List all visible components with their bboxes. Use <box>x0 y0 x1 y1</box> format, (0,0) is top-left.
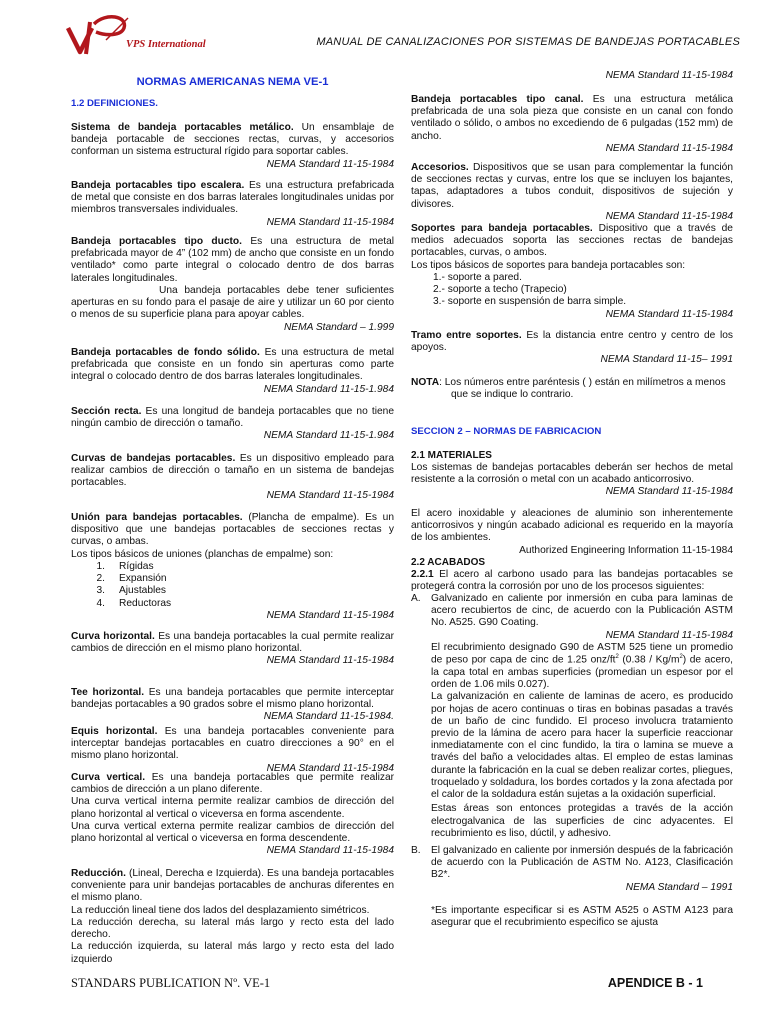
definition-text <box>71 406 394 429</box>
definition-item <box>71 180 394 229</box>
list-item: 2.- soporte a techo (Trapecio) <box>433 284 567 296</box>
finish-text: El acero al carbono usado para las bandejas portacables se protegerá contra la corrosión por uno de los procesos siguientes: <box>411 569 733 593</box>
type-list <box>71 561 394 610</box>
definition-text <box>71 726 394 761</box>
definition-body: Es una bandeja portacables que permite interceptar bandejas portacables a 90 grados sobre el mismo plano horizontal. <box>71 687 394 711</box>
definition-note: Los tipos básicos de soportes para bandeja portacables son: <box>411 259 686 271</box>
list-item: 1. Rígidas <box>96 560 154 572</box>
definition-item <box>71 631 394 668</box>
nema-standard-ref: NEMA Standard 11-15– 1991 <box>600 354 733 366</box>
definition-item <box>71 122 394 171</box>
definitions-heading: 1.2 DEFINICIONES. <box>71 98 158 109</box>
definition-extra: Una bandeja portacables debe tener suficientes aperturas en su fondo para el pasaje de aire y utilizar un 60 por ciento o menos de su superficie plana para apoyar cables. <box>71 284 394 321</box>
vps-logo <box>66 14 216 58</box>
page-header <box>0 0 768 70</box>
definition-term: Bandeja portacables tipo canal. <box>411 94 584 105</box>
list-item: 2. Expansión <box>96 573 167 585</box>
definition-body: Es un dispositivo empleado para realizar cambios de dirección o tamaño en un sistema de bandejas portacables. <box>71 453 394 489</box>
definition-term: Tee horizontal. <box>71 687 145 698</box>
definition-text <box>71 236 394 284</box>
materials-heading: 2.1 MATERIALES <box>411 450 492 461</box>
definition-item <box>411 162 733 223</box>
definition-note: Una curva vertical interna permite realizar cambios de dirección del plano horizontal al vertical o viceversa en forma ascendente. <box>71 796 394 820</box>
definition-text <box>71 180 394 215</box>
definition-text <box>71 772 394 795</box>
stainless-text: El acero inoxidable y aleaciones de aluminio son inherentemente anticorrosivos y ningún acabado adicional es requerido en la mayoría de los ambientes. <box>411 508 733 544</box>
nema-standard-ref: NEMA Standard 11-15-1984 <box>266 216 394 228</box>
definition-term: Reducción. <box>71 868 126 879</box>
list-item: 3.- soporte en suspensión de barra simple. <box>433 296 627 308</box>
item-b-std: NEMA Standard – 1991 <box>625 881 733 893</box>
item-a <box>411 593 733 840</box>
definition-body: Es una estructura de metal prefabricada que consiste en un fondo sin aperturas como parte integral o colocado dentro de dos barras laterales longitudinales. <box>71 347 395 383</box>
definition-item <box>71 726 394 775</box>
definition-item <box>411 330 733 367</box>
definition-item <box>71 406 394 443</box>
finish-lead: 2.2.1 <box>411 569 434 580</box>
definition-text <box>411 223 733 258</box>
definition-body: Es la distancia entre centro y centro de los apoyos. <box>411 330 733 354</box>
definition-term: Unión para bandejas portacables. <box>71 512 243 523</box>
definition-text <box>411 162 733 210</box>
item-a-process: La galvanización en caliente de laminas de acero, es producido por hojas de acero continuas o tiras en bobinas pasadas a través de un baño de cinc fundido. El proceso involucra tratamiento previo de la lámina de acero para hacer la superficie reaccionar inmediatamente con el cinc fundido, la tira o lamina se mueve a través del baño a velocidades altas. El empleo de estas laminas durante la fabricación en la cual se deben realizar cortes, pliegues, troquelado y soldadura, los bordes cortados y la zona afectada por el calor de la soldadura están sujetas a la oxidación superficial. <box>431 691 733 801</box>
definition-term: Bandeja portacables de fondo sólido. <box>71 347 260 358</box>
item-b <box>411 845 733 894</box>
definition-term: Sistema de bandeja portacables metálico. <box>71 122 294 133</box>
definition-term: Curva vertical. <box>71 772 146 783</box>
nema-standard-ref: NEMA Standard 11-15-1984 <box>605 142 733 154</box>
nema-standard-ref: NEMA Standard – 1.999 <box>283 321 394 333</box>
item-b-letter: B. <box>411 845 421 856</box>
nema-standard-ref: NEMA Standard 11-15-1984 <box>266 609 394 621</box>
svg-text:VPS International: VPS International <box>126 39 206 50</box>
nema-standard-ref: NEMA Standard 11-15-1984 <box>266 845 394 857</box>
definition-text <box>71 122 394 157</box>
definition-term: NOTA <box>411 377 440 388</box>
definition-text <box>71 453 394 488</box>
item-a-letter: A. <box>411 593 421 604</box>
definition-term: Curva horizontal. <box>71 631 155 642</box>
definition-body: (Plancha de empalme). Es un dispositivo que une bandejas portacables de secciones rectas y curvas, o ambas. <box>71 512 394 548</box>
definition-body: Es una bandeja portacables que permite realizar cambios de dirección a un plano diferente. <box>71 772 395 796</box>
list-item: 3. Ajustables <box>96 585 167 597</box>
item-b-note-text: *Es importante especificar si es ASTM A525 o ASTM A123 para asegurar que el recubrimiento especifico se ajusta <box>431 905 733 929</box>
definition-note: Los tipos básicos de uniones (planchas de empalme) son: <box>71 548 334 560</box>
nema-standard-ref: NEMA Standard 11-15-1984 <box>266 489 394 501</box>
definition-term: Bandeja portacables tipo ducto. <box>71 236 242 247</box>
footer-publication: STANDARS PUBLICATION Nº. VE-1 <box>71 976 271 990</box>
definition-item <box>411 94 733 155</box>
definition-text <box>71 687 394 710</box>
nema-standard-ref: NEMA Standard 11-15-1984 <box>605 210 733 222</box>
list-item: 1.- soporte a pared. <box>433 271 522 283</box>
definition-item <box>411 377 733 401</box>
definition-body: Dispositivos que se usan para complementar la función de secciones rectas y curvas, entre los que se incluyen los bajantes, tapas, adaptadores a tubos conduit, dispositivos de sujeción y divisores. <box>411 162 733 210</box>
footer-page: APENDICE B - 1 <box>607 976 703 990</box>
item-a-std: NEMA Standard 11-15-1984 <box>605 629 733 641</box>
definition-text <box>71 512 394 547</box>
definition-body: Un ensamblaje de bandeja portacable de secciones rectas, curvas, y accesorios conforman un sistema estructural rígido para soportar cables. <box>71 122 394 158</box>
nema-standard-ref: NEMA Standard 11-15-1984. <box>263 711 394 723</box>
definition-note: que se indique lo contrario. <box>451 389 574 401</box>
definition-body: Es una estructura de metal prefabricada mayor de 4” (102 mm) de ancho que consiste en un fondo ventilado* como parte integral o colocado dentro de dos barras laterales longitudinales. <box>71 236 394 284</box>
section-title: NORMAS AMERICANAS NEMA VE-1 <box>136 76 329 88</box>
definition-term: Tramo entre soportes. <box>411 330 522 341</box>
definition-body: (Lineal, Derecha e Izquierda). Es una bandeja portacables conveniente para unir bandejas portacables de anchuras diferentes en el mismo plano. <box>71 868 394 904</box>
definition-item <box>71 512 394 622</box>
definition-body: Dispositivo que a través de medios adecuados soporta las secciones rectas de bandejas portacables, curvas, o ambos. <box>411 223 733 259</box>
definition-body: : Los números entre paréntesis ( ) están en milímetros a menos <box>439 377 726 388</box>
section2-heading: SECCION 2 – NORMAS DE FABRICACION <box>411 426 602 437</box>
definition-text <box>71 347 394 382</box>
nema-standard-ref: NEMA Standard 11-15-1984 <box>266 655 394 667</box>
definition-note: La reducción lineal tiene dos lados del desplazamiento simétricos. <box>71 904 370 916</box>
definition-term: Curvas de bandejas portacables. <box>71 453 236 464</box>
item-a-text: Galvanizado en caliente por inmersión en cuba para laminas de acero recubiertos de cinc, de acuerdo con la Publicación ASTM No. A525. G90 Coating. <box>431 593 733 629</box>
definition-text <box>411 330 733 353</box>
definition-item <box>71 236 394 334</box>
definition-body: Es una estructura prefabricada de metal que consiste en dos barras laterales longitudinales unidas por miembros transversales individuales. <box>71 180 394 216</box>
definition-item <box>71 347 394 396</box>
definition-term: Bandeja portacables tipo escalera. <box>71 180 245 191</box>
definition-item <box>71 453 394 502</box>
nema-standard-ref: NEMA Standard 11-15-1.984 <box>263 383 394 395</box>
definition-note: La reducción derecha, su lateral más largo y recto esta del lado derecho. <box>71 916 394 941</box>
nema-standard-ref: NEMA Standard 11-15-1984 <box>266 762 394 774</box>
materials-paragraph <box>411 462 733 499</box>
definition-text <box>71 868 394 903</box>
finish-paragraph <box>411 569 733 593</box>
definition-term: Soportes para bandeja portacables. <box>411 223 593 234</box>
item-b-text: El galvanizado en caliente por inmersión después de la fabricación de acuerdo con la Publicación de ASTM No. A123, Clasificación B2*. <box>431 845 733 881</box>
item-a-coating: El recubrimiento designado G90 de ASTM 525 tiene un promedio de peso por capa de cinc de 1.25 onz/$ft^2$ $(0.38 / Kg/m^2)$ de acero, la capa total en ambas superficies (promedian un espesor por el orden de 1.06 mils 0.027). <box>431 641 733 691</box>
materials-std: NEMA Standard 11-15-1984 <box>605 486 733 498</box>
stainless-paragraph <box>411 508 733 557</box>
nema-standard-ref: NEMA Standard 11-15-1984 <box>605 70 733 81</box>
definition-body: Es una bandeja portacables la cual permite realizar cambios de dirección en el mismo plano horizontal. <box>71 631 394 655</box>
nema-standard-ref: NEMA Standard 11-15-1.984 <box>263 430 394 442</box>
definition-item <box>71 772 394 858</box>
nema-standard-ref: NEMA Standard 11-15-1984 <box>266 158 394 170</box>
definition-note: Una curva vertical externa permite realizar cambios de dirección del plano horizontal al vertical o viceversa en forma descendente. <box>71 820 394 845</box>
definition-text <box>411 94 733 142</box>
nema-standard-ref: NEMA Standard 11-15-1984 <box>605 308 733 320</box>
item-a-protection: Estas áreas son entonces protegidas a través de la acción electrogalvanica de las superficies de cinc adyacentes. El recubrimiento es liso, dúctil, y adhesivo. <box>431 803 733 839</box>
definition-body: Es una bandeja portacables conveniente para interceptar bandejas portacables en cuatro direcciones a 90° en el mismo plano horizontal. <box>71 726 394 762</box>
materials-text: Los sistemas de bandejas portacables deberán ser hechos de metal resistente a la corrosión o metal con un acabado anticorrosivo. <box>411 462 733 486</box>
definition-text <box>71 631 394 654</box>
item-b-note <box>411 905 733 929</box>
definition-item <box>71 868 394 966</box>
definition-note: La reducción izquierda, su lateral más largo y recto esta del lado izquierdo <box>71 941 394 965</box>
definition-item <box>71 687 394 724</box>
definition-term: Accesorios. <box>411 162 469 173</box>
finishes-heading: 2.2 ACABADOS <box>411 557 486 568</box>
definition-term: Equis horizontal. <box>71 726 158 737</box>
type-list <box>411 272 733 309</box>
definition-body: Es una longitud de bandeja portacables que no tiene ningún cambio de dirección o tamaño. <box>71 406 394 430</box>
document-title: MANUAL DE CANALIZACIONES POR SISTEMAS DE BANDEJAS PORTACABLES <box>316 36 740 48</box>
definition-item <box>411 223 733 321</box>
stainless-std: Authorized Engineering Information 11-15-1984 <box>519 544 733 556</box>
definition-text <box>411 377 726 388</box>
definition-term: Sección recta. <box>71 406 142 417</box>
definition-body: Es una estructura metálica prefabricada de una sola pieza que consiste en un canal con fondo ventilado o sólido, o ambos no excediendo de 6 pulgadas (152 mm) de ancho. <box>411 94 733 142</box>
list-item: 4. Reductoras <box>96 597 172 609</box>
